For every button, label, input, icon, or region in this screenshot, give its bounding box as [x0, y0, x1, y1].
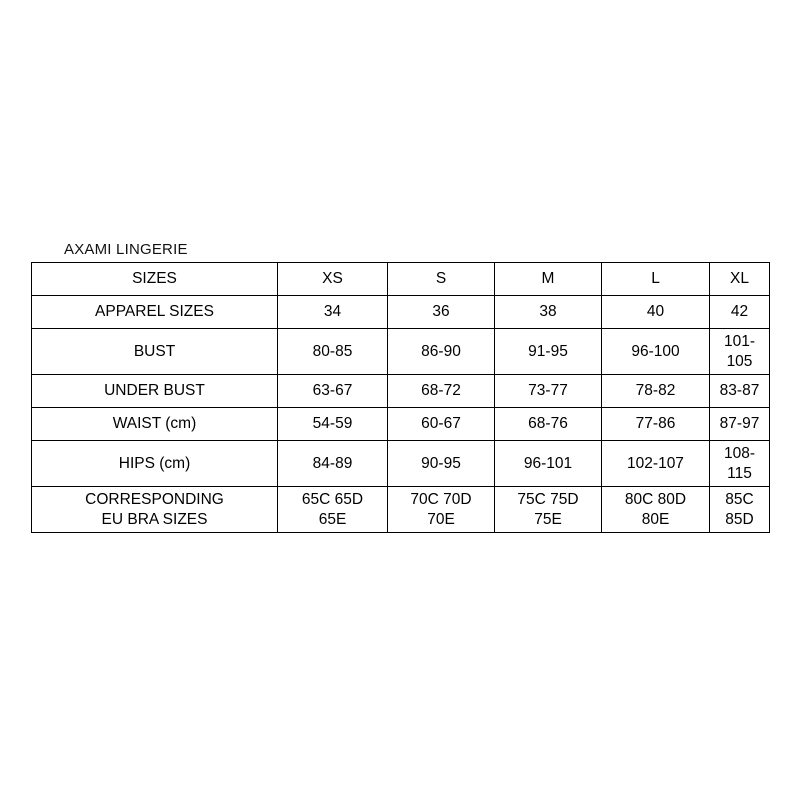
table-row-header — [32, 263, 770, 296]
waist-l: 77-86 — [602, 408, 710, 441]
bra-label-line2: EU BRA SIZES — [101, 510, 208, 528]
table-row-waist — [32, 408, 770, 441]
bra-s-line1: 70C 70D — [410, 491, 472, 509]
bust-xl — [710, 329, 770, 375]
table-row-apparel-sizes — [32, 296, 770, 329]
under-bust-xs: 63-67 — [278, 375, 388, 408]
hips-l: 102-107 — [602, 441, 710, 487]
header-label: SIZES — [32, 263, 278, 296]
bust-xl-line1: 101- — [723, 333, 756, 351]
hips-m: 96-101 — [495, 441, 602, 487]
under-bust-label: UNDER BUST — [32, 375, 278, 408]
bust-label: BUST — [32, 329, 278, 375]
waist-m: 68-76 — [495, 408, 602, 441]
hips-xl-line1: 108- — [723, 445, 756, 463]
bra-xl-line2: 85D — [725, 510, 754, 528]
bust-s: 86-90 — [388, 329, 495, 375]
table-row-hips — [32, 441, 770, 487]
apparel-s: 36 — [388, 296, 495, 329]
apparel-m: 38 — [495, 296, 602, 329]
waist-xs: 54-59 — [278, 408, 388, 441]
under-bust-m: 73-77 — [495, 375, 602, 408]
bra-l-line1: 80C 80D — [624, 491, 687, 509]
header-s: S — [388, 263, 495, 296]
bra-xl — [710, 487, 770, 533]
table-row-bust — [32, 329, 770, 375]
table-row-bra-sizes — [32, 487, 770, 533]
bra-xl-line1: 85C — [725, 491, 754, 509]
bra-label-line1: CORRESPONDING — [85, 491, 224, 509]
under-bust-l: 78-82 — [602, 375, 710, 408]
apparel-label: APPAREL SIZES — [32, 296, 278, 329]
bra-xs-line1: 65C 65D — [301, 491, 364, 509]
waist-s: 60-67 — [388, 408, 495, 441]
bra-label — [32, 487, 278, 533]
header-l: L — [602, 263, 710, 296]
bra-s — [388, 487, 495, 533]
header-m: M — [495, 263, 602, 296]
bra-l — [602, 487, 710, 533]
bra-xs-line2: 65E — [318, 510, 347, 528]
under-bust-xl: 83-87 — [710, 375, 770, 408]
waist-xl: 87-97 — [710, 408, 770, 441]
page-title: AXAMI LINGERIE — [64, 241, 188, 258]
hips-xl — [710, 441, 770, 487]
bust-xl-line2: 105 — [726, 352, 753, 370]
bra-s-line2: 70E — [427, 510, 455, 528]
bra-m — [495, 487, 602, 533]
bra-m-line1: 75C 75D — [517, 491, 579, 509]
bra-m-line2: 75E — [534, 510, 562, 528]
bra-l-line2: 80E — [641, 510, 670, 528]
size-chart-table — [31, 262, 770, 533]
under-bust-s: 68-72 — [388, 375, 495, 408]
hips-xl-line2: 115 — [727, 464, 752, 482]
bra-xs — [278, 487, 388, 533]
apparel-xl: 42 — [710, 296, 770, 329]
header-xl: XL — [710, 263, 770, 296]
table-row-under-bust — [32, 375, 770, 408]
hips-label: HIPS (cm) — [32, 441, 278, 487]
header-xs: XS — [278, 263, 388, 296]
bust-xs: 80-85 — [278, 329, 388, 375]
bust-l: 96-100 — [602, 329, 710, 375]
waist-label: WAIST (cm) — [32, 408, 278, 441]
apparel-l: 40 — [602, 296, 710, 329]
hips-s: 90-95 — [388, 441, 495, 487]
hips-xs: 84-89 — [278, 441, 388, 487]
apparel-xs: 34 — [278, 296, 388, 329]
bust-m: 91-95 — [495, 329, 602, 375]
